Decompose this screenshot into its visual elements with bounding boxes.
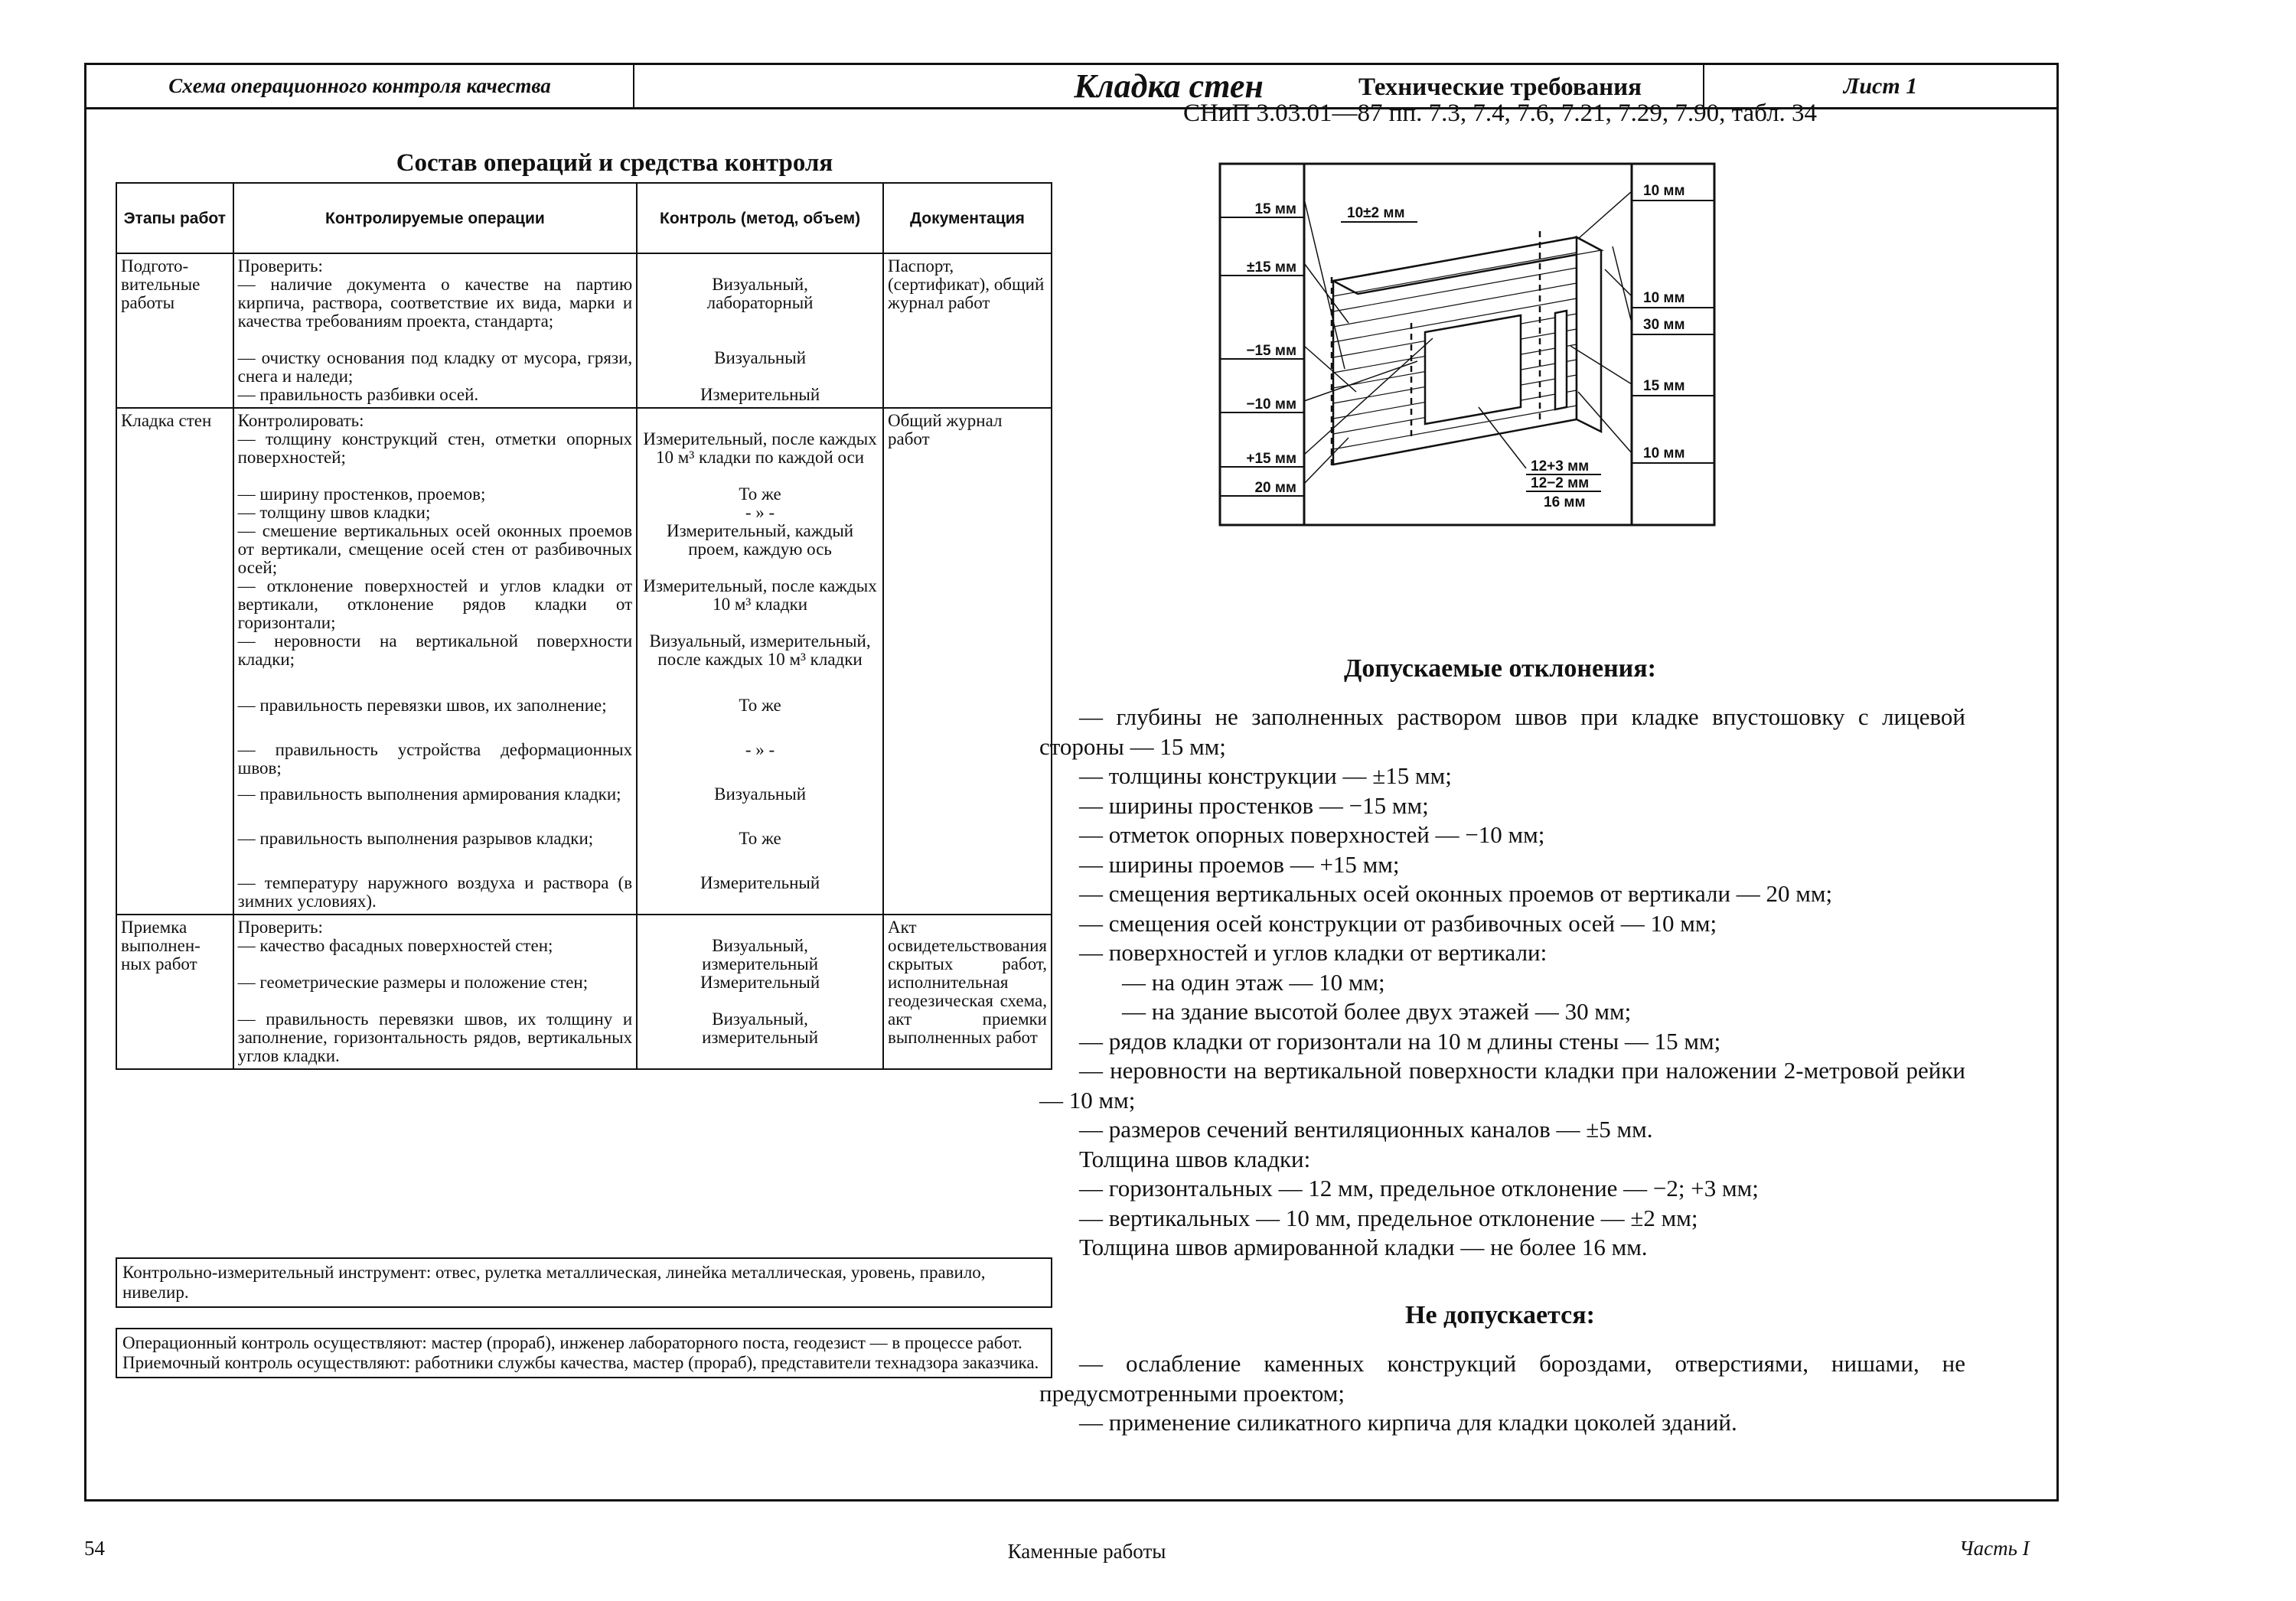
method-cell <box>637 408 883 915</box>
method-item: Визуальный, измерительный <box>702 936 819 973</box>
tech-requirements-title: Технические требования <box>1358 73 1642 101</box>
operations-intro: Проверить: <box>237 256 323 276</box>
deviation-item: — рядов кладки от горизонтали на 10 м длины стены — 15 мм; <box>1079 1027 1721 1055</box>
method-item: - » - <box>745 503 775 522</box>
col-header-documentation: Документация <box>883 183 1052 253</box>
operation-item: — правильность выполнения армирования кладки; <box>237 784 621 804</box>
method-item: Визуальный, лабораторный <box>706 275 814 312</box>
operation-item: — ширину простенков, проемов; <box>237 484 486 504</box>
operation-item: — правильность выполнения разрывов кладки; <box>237 829 594 848</box>
method-item: То же <box>739 829 781 848</box>
footer-section: Каменные работы <box>1007 1540 1166 1563</box>
deviation-subitem: — на здание высотой более двух этажей — 30 мм; <box>1122 998 1632 1025</box>
diagram-label-left: 20 мм <box>1254 480 1296 496</box>
operations-cell <box>233 408 638 915</box>
deviation-item: — отметок опорных поверхностей — −10 мм; <box>1079 821 1545 848</box>
method-item: Визуальный, измерительный <box>702 1009 819 1047</box>
deviations-title: Допускаемые отклонения: <box>1344 654 1656 683</box>
diagram-label-right: 15 мм <box>1643 378 1685 394</box>
deviation-item: — горизонтальных — 12 мм, предельное отклонение — −2; +3 мм; <box>1079 1175 1759 1202</box>
deviation-item: — смещения осей конструкции от разбивочных осей — 10 мм; <box>1079 909 1717 937</box>
diagram-label-joint: 10±2 мм <box>1347 205 1405 221</box>
prohibited-title: Не допускается: <box>1405 1301 1595 1329</box>
operation-item: — температуру наружного воздуха и раствора (в зимних условиях). <box>237 873 633 911</box>
stage-cell: Приемка выполнен-ных работ <box>116 915 233 1069</box>
col-header-control: Контроль (метод, объем) <box>637 183 883 253</box>
header-title: Кладка стен <box>634 65 1704 107</box>
method-item: Визуальный <box>714 784 807 804</box>
header-sheet-number: Лист 1 <box>1843 73 1918 99</box>
control-notes <box>116 1328 1052 1378</box>
operation-item: — правильность перевязки швов, их толщину и заполнение, горизонтальность рядов, вертикальных углов кладки. <box>237 1009 633 1065</box>
method-item: - » - <box>745 740 775 759</box>
diagram-label-right: 10 мм <box>1643 290 1685 306</box>
operational-control-text: Операционный контроль осуществляют: мастер (прораб), инженер лабораторного поста, геодезист — в процессе работ. <box>122 1333 1022 1352</box>
stage-cell: Подгото-вительные работы <box>116 253 233 408</box>
operations-table <box>116 182 1052 1070</box>
prohibited-item: — применение силикатного кирпича для кладки цоколей зданий. <box>1079 1409 1737 1436</box>
wall-drawing <box>1304 191 1632 484</box>
diagram-label-left: 15 мм <box>1254 201 1296 217</box>
deviation-item: — поверхностей и углов кладки от вертикали: <box>1079 939 1548 966</box>
diagram-label-left: ±15 мм <box>1247 259 1296 276</box>
operation-item: — правильность устройства деформационных швов; <box>237 740 633 778</box>
operation-item: — смешение вертикальных осей оконных проемов от вертикали, смещение осей стен от разбивочных осей; <box>237 521 633 577</box>
operations-cell <box>233 915 638 1069</box>
method-item: Измерительный, после каждых 10 м³ кладки по каждой оси <box>643 429 877 467</box>
documentation-cell: Акт освидетельствования скрытых работ, исполнительная геодезическая схема, акт приемки выполненных работ <box>883 915 1052 1069</box>
method-item: Измерительный <box>700 385 820 404</box>
method-item: Визуальный, измерительный, после каждых 10 м³ кладки <box>649 631 871 669</box>
method-item: Измерительный <box>700 873 820 892</box>
operation-item: — толщину швов кладки; <box>237 503 431 522</box>
diagram-label-left: −10 мм <box>1246 396 1296 412</box>
operation-item: — очистку основания под кладку от мусора, грязи, снега и наледи; <box>237 348 633 386</box>
tech-requirements-ref: СНиП 3.03.01—87 пп. 7.3, 7.4, 7.6, 7.21, 7.29, 7.90, табл. 34 <box>1182 99 1818 127</box>
deviation-item: — глубины не заполненных раствором швов при кладке впустошовку с лицевой стороны — 15 мм; <box>1039 703 1965 760</box>
deviation-item: — неровности на вертикальной поверхности кладки при наложении 2-метровой рейки — 10 мм; <box>1039 1057 1965 1114</box>
method-item: То же <box>739 484 781 504</box>
method-cell <box>637 253 883 408</box>
operations-title: Состав операций и средства контроля <box>396 149 833 177</box>
operation-item: — качество фасадных поверхностей стен; <box>237 936 553 955</box>
table-row <box>116 253 1052 408</box>
deviation-item: — ширины простенков — −15 мм; <box>1079 791 1429 819</box>
diagram-label-bottom: 16 мм <box>1544 494 1586 510</box>
table-row <box>116 408 1052 915</box>
operation-item: — наличие документа о качестве на партию кирпича, раствора, соответствие их вида, марки и качества требованиям проекта, стандарта; <box>237 275 633 331</box>
deviation-item: — ширины проемов — +15 мм; <box>1079 850 1400 878</box>
col-header-stages: Этапы работ <box>116 183 233 253</box>
wall-diagram <box>1218 162 1716 534</box>
joint-thickness-heading: Толщина швов кладки: <box>1079 1145 1311 1172</box>
page-number: 54 <box>84 1537 105 1560</box>
operation-item: — толщину конструкций стен, отметки опорных поверхностей; <box>237 429 633 467</box>
operations-cell <box>233 253 638 408</box>
method-item: Измерительный, каждый проем, каждую ось <box>666 521 854 559</box>
footer-part: Часть I <box>1959 1537 2030 1560</box>
deviation-item: — смещения вертикальных осей оконных проемов от вертикали — 20 мм; <box>1079 880 1833 907</box>
reinforced-joint-note: Толщина швов армированной кладки — не более 16 мм. <box>1079 1234 1648 1260</box>
diagram-label-left: −15 мм <box>1246 343 1296 359</box>
operation-item: — правильность разбивки осей. <box>237 385 479 404</box>
operation-item: — геометрические размеры и положение стен; <box>237 973 589 992</box>
col-header-operations: Контролируемые операции <box>233 183 638 253</box>
deviation-item: — вертикальных — 10 мм, предельное отклонение — ±2 мм; <box>1079 1204 1698 1231</box>
documentation-cell: Паспорт, (сертификат), общий журнал работ <box>883 253 1052 408</box>
diagram-label-bottom: 12−2 мм <box>1531 475 1590 491</box>
prohibited-item: — ослабление каменных конструкций бороздами, отверстиями, нишами, не предусмотренными проектом; <box>1039 1350 1965 1407</box>
method-cell <box>637 915 883 1069</box>
deviation-subitem: — на один этаж — 10 мм; <box>1122 968 1385 996</box>
prohibited-list <box>1039 1349 1965 1438</box>
diagram-label-right: 30 мм <box>1643 317 1685 333</box>
header-scheme-title: Схема операционного контроля качества <box>86 65 634 107</box>
deviations-list <box>1039 703 1965 1263</box>
instrument-note <box>116 1257 1052 1308</box>
documentation-cell: Общий журнал работ <box>883 408 1052 915</box>
method-item: Измерительный, после каждых 10 м³ кладки <box>643 576 877 614</box>
operation-item: — неровности на вертикальной поверхности кладки; <box>237 631 633 669</box>
method-item: То же <box>739 696 781 715</box>
operation-item: — правильность перевязки швов, их заполнение; <box>237 696 607 715</box>
operations-intro: Проверить: <box>237 918 323 937</box>
method-item: Измерительный <box>700 973 820 992</box>
acceptance-control-text: Приемочный контроль осуществляют: работники службы качества, мастер (прораб), представители технадзора заказчика. <box>122 1353 1039 1372</box>
deviation-item: — размеров сечений вентиляционных каналов — ±5 мм. <box>1079 1116 1653 1143</box>
table-header-row <box>116 183 1052 253</box>
diagram-label-right: 10 мм <box>1643 445 1685 461</box>
instrument-text: Контрольно-измерительный инструмент: отвес, рулетка металлическая, линейка металлическая, уровень, правило, нивелир. <box>122 1263 986 1302</box>
deviation-item: — толщины конструкции — ±15 мм; <box>1079 762 1452 789</box>
diagram-label-right: 10 мм <box>1643 183 1685 199</box>
table-row <box>116 915 1052 1069</box>
operation-item: — отклонение поверхностей и углов кладки от вертикали, отклонение рядов кладки от горизонтали; <box>237 576 633 632</box>
diagram-label-left: +15 мм <box>1246 451 1296 467</box>
method-item: Визуальный <box>714 348 807 367</box>
stage-cell: Кладка стен <box>116 408 233 915</box>
diagram-label-bottom: 12+3 мм <box>1531 458 1590 474</box>
operations-intro: Контролировать: <box>237 411 364 430</box>
